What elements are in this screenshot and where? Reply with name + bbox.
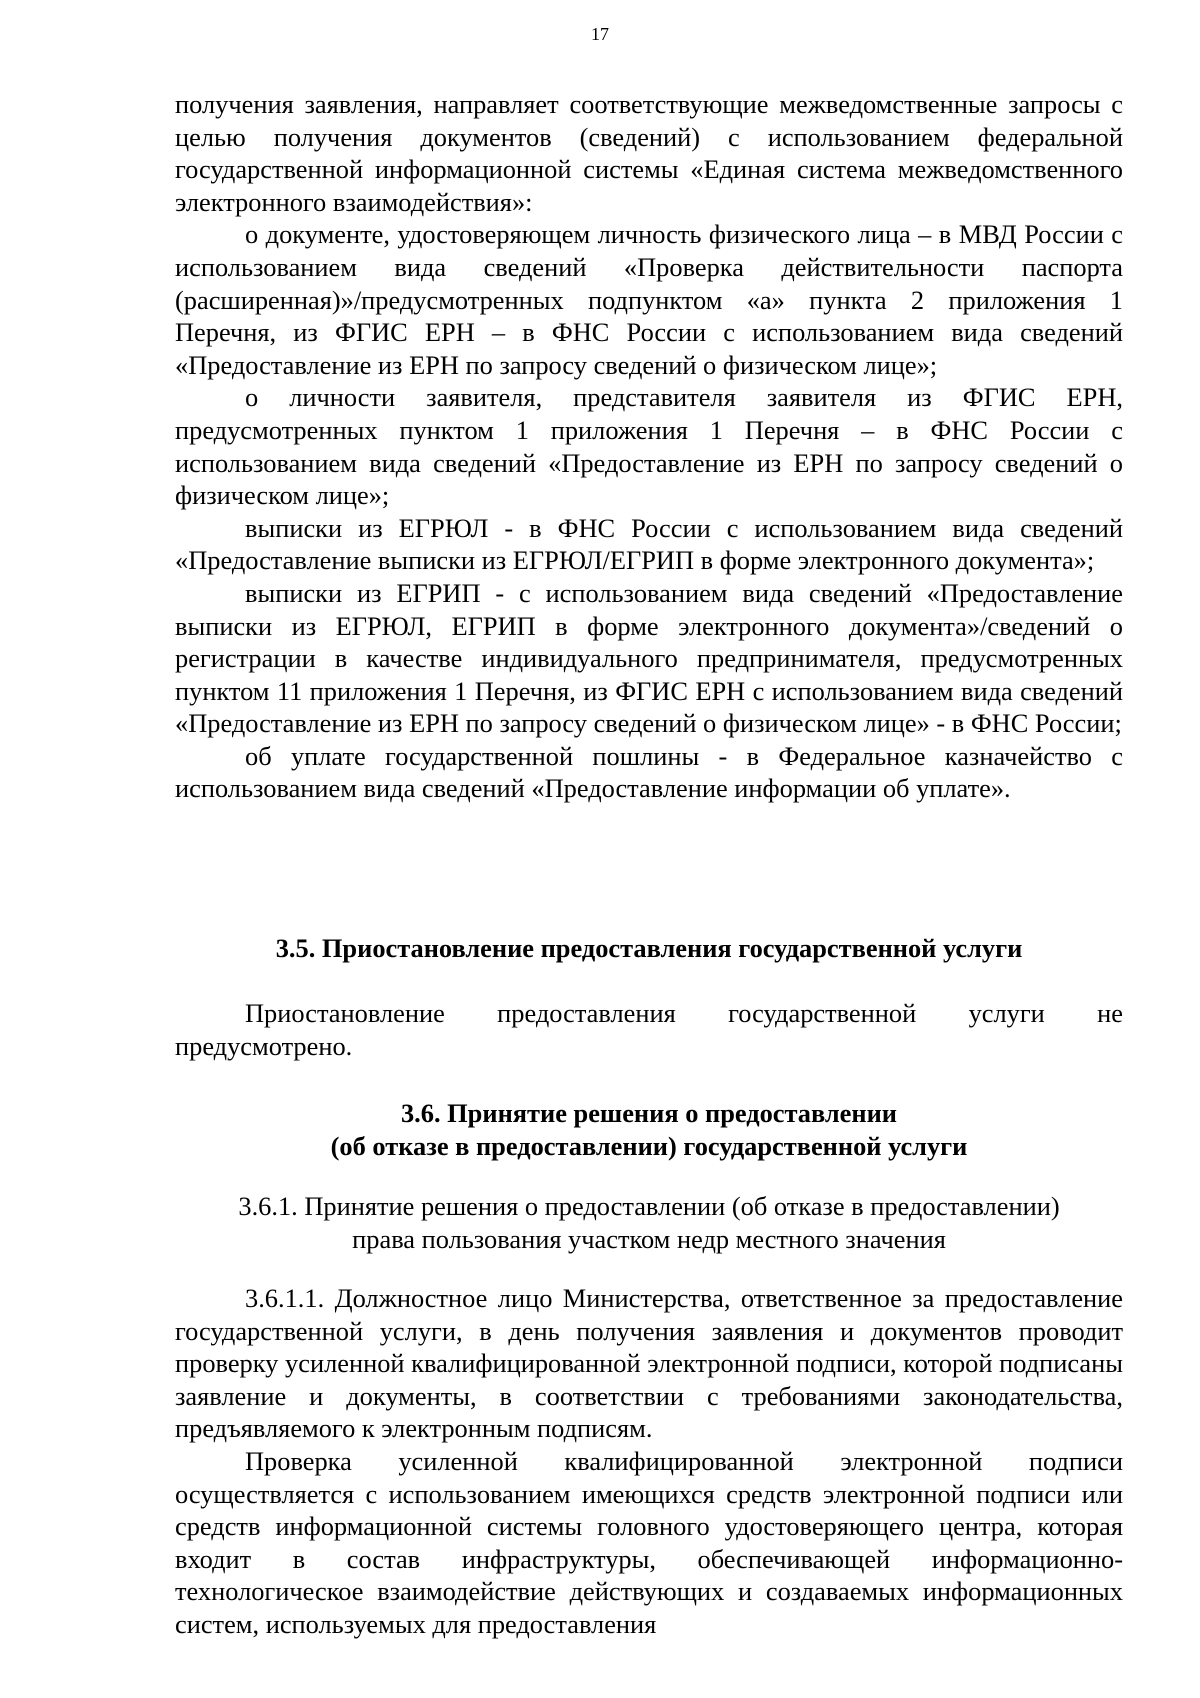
paragraph-egrip-extract: выписки из ЕГРИП - с использованием вида сведений «Предоставление выписки из ЕГРЮЛ, ЕГРИП в форме электронного документа»/сведений о регистрации в качестве индивидуального предпринимателя, предусмотренных пунктом 11 приложения 1 Перечня, из ФГИС ЕРН с использованием вида сведений «Предоставление из ЕРН по запросу сведений о физическом лице» - в ФНС России;	[175, 577, 1123, 739]
subsection-heading-3-6-1-line1: 3.6.1. Принятие решения о предоставлении (об отказе в предоставлении)	[238, 1191, 1060, 1221]
paragraph-applicant-identity: о личности заявителя, представителя заявителя из ФГИС ЕРН, предусмотренных пунктом 1 приложения 1 Перечня – в ФНС России с использованием вида сведений «Предоставление из ЕРН по запросу сведений о физическом лице»;	[175, 382, 1123, 511]
section-3-6-body	[175, 1282, 1123, 1641]
subsection-heading-3-6-1-line2: права пользования участком недр местного значения	[352, 1223, 946, 1254]
paragraph-requests-intro: получения заявления, направляет соответствующие межведомственные запросы с целью получения документов (сведений) с использованием федеральной государственной информационной системы «Единая система межведомственного электронного взаимодействия»:	[175, 89, 1123, 217]
page-number: 17	[591, 24, 609, 44]
paragraph-identity-document: о документе, удостоверяющем личность физического лица – в МВД России с использованием вида сведений «Проверка действительности паспорта (расширенная)»/предусмотренных подпунктом «а» пункта 2 приложения 1 Перечня, из ФГИС ЕРН – в ФНС России с использованием вида сведений «Предоставление из ЕРН по запросу сведений о физическом лице»;	[175, 219, 1123, 380]
subsection-heading-3-6-1	[175, 1190, 1123, 1255]
section-heading-3-6-line2: (об отказе в предоставлении) государственной услуги	[330, 1130, 968, 1161]
section-heading-3-6-line1: 3.6. Принятие решения о предоставлении	[400, 1098, 898, 1128]
paragraph-state-fee: об уплате государственной пошлины - в Федеральное казначейство с использованием вида сведений «Предоставление информации об уплате».	[175, 740, 1123, 804]
paragraph-signature-check: Проверка усиленной квалифицированной электронной подписи осуществляется с использованием имеющихся средств электронной подписи или средств информационной системы головного удостоверяющего центра, которая входит в состав инфраструктуры, обеспечивающей информационно-технологическое взаимодействие действующих и создаваемых информационных систем, используемых для предоставления	[175, 1445, 1123, 1639]
section-heading-3-5: 3.5. Приостановление предоставления государственной услуги	[275, 933, 1023, 963]
paragraph-suspension: Приостановление предоставления государственной услуги не предусмотрено.	[175, 998, 1123, 1061]
paragraph-3-6-1-1: 3.6.1.1. Должностное лицо Министерства, ответственное за предоставление государственной услуги, в день получения заявления и документов проводит проверку усиленной квалифицированной электронной подписи, которой подписаны заявление и документы, в соответствии с требованиями законодательства, предъявляемого к электронным подписям.	[175, 1283, 1123, 1444]
body-text-top	[175, 88, 1123, 805]
paragraph-egrul-extract: выписки из ЕГРЮЛ - в ФНС России с использованием вида сведений «Предоставление выписки из ЕГРЮЛ/ЕГРИП в форме электронного документа»;	[175, 512, 1123, 576]
section-heading-3-6	[175, 1097, 1123, 1162]
section-3-5-body	[175, 997, 1123, 1062]
